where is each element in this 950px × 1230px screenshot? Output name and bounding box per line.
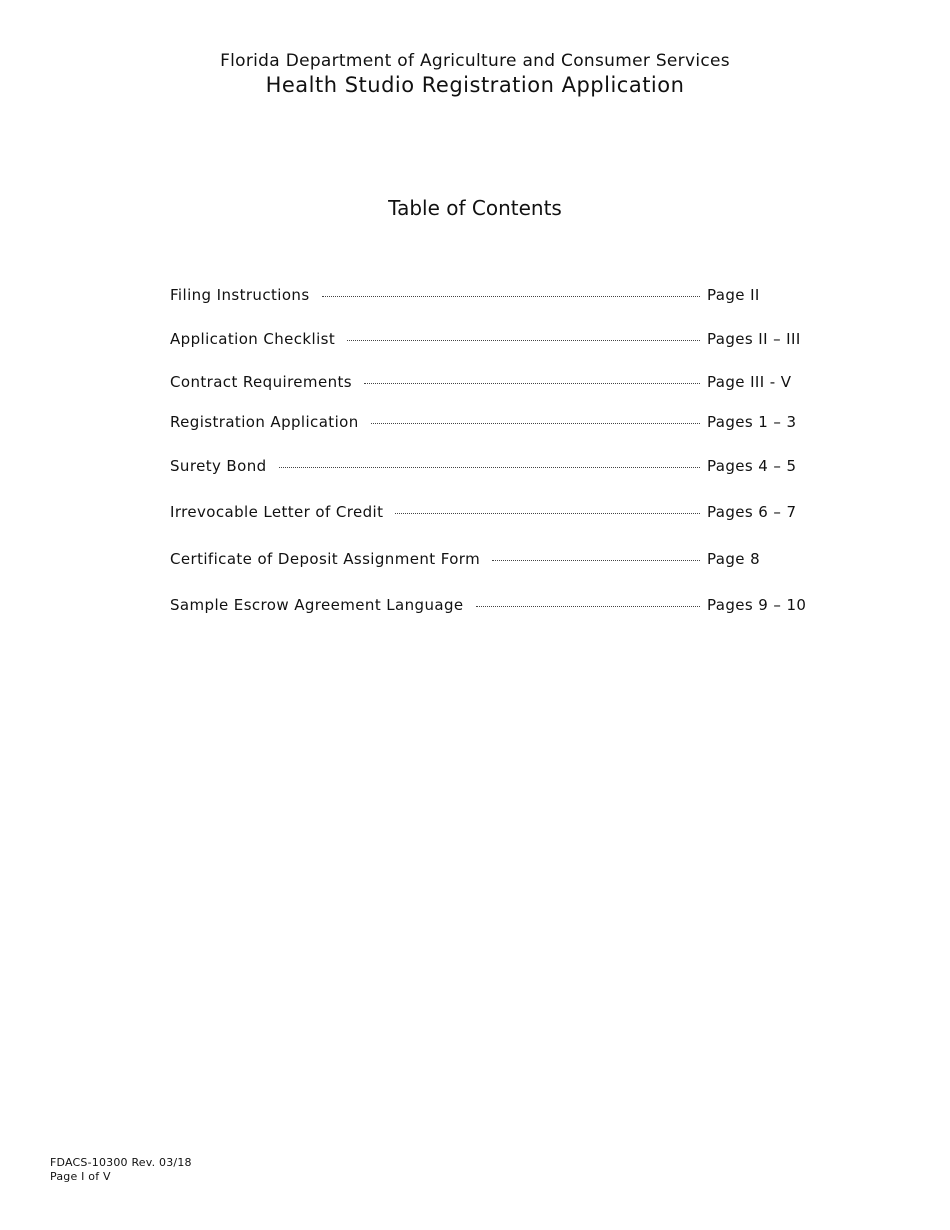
agency-name: Florida Department of Agriculture and Consumer Services xyxy=(220,51,730,71)
toc-entry xyxy=(170,455,830,477)
toc-entry-page: Pages 9 – 10 xyxy=(707,596,807,614)
dot-leader xyxy=(364,383,700,384)
dot-leader xyxy=(322,296,700,297)
toc-entry-label: Irrevocable Letter of Credit xyxy=(170,503,384,521)
dot-leader xyxy=(279,467,700,468)
toc-entry xyxy=(170,548,830,570)
form-number: FDACS-10300 Rev. 03/18 xyxy=(50,1156,192,1169)
dot-leader xyxy=(347,340,700,341)
page-number: Page I of V xyxy=(50,1170,111,1183)
toc-entry-label: Sample Escrow Agreement Language xyxy=(170,596,464,614)
form-title: Health Studio Registration Application xyxy=(265,73,685,97)
toc-entry-page: Pages 6 – 7 xyxy=(707,503,797,521)
toc-entry xyxy=(170,284,830,306)
document-header xyxy=(0,50,950,98)
toc-entry xyxy=(170,594,830,616)
dot-leader xyxy=(492,560,700,561)
toc-entry-page: Page III - V xyxy=(707,373,792,391)
toc-entry xyxy=(170,501,830,523)
toc-entry xyxy=(170,328,830,350)
toc-entry-page: Page 8 xyxy=(707,550,761,568)
toc-entry-page: Pages 4 – 5 xyxy=(707,457,797,475)
toc-entry-label: Certificate of Deposit Assignment Form xyxy=(170,550,481,568)
toc-entry-label: Contract Requirements xyxy=(170,373,352,391)
toc-entry-label: Application Checklist xyxy=(170,330,336,348)
toc-entry-page: Pages 1 – 3 xyxy=(707,413,797,431)
dot-leader xyxy=(476,606,700,607)
document-footer xyxy=(50,1156,192,1184)
dot-leader xyxy=(371,423,700,424)
toc-entry-page: Page II xyxy=(707,286,760,304)
toc-entry-label: Surety Bond xyxy=(170,457,267,475)
dot-leader xyxy=(395,513,700,514)
toc-heading: Table of Contents xyxy=(388,196,562,220)
toc-entry-page: Pages II – III xyxy=(707,330,801,348)
toc-entry xyxy=(170,411,830,433)
toc-entry xyxy=(170,371,830,393)
toc-entry-label: Registration Application xyxy=(170,413,359,431)
toc-entry-label: Filing Instructions xyxy=(170,286,310,304)
